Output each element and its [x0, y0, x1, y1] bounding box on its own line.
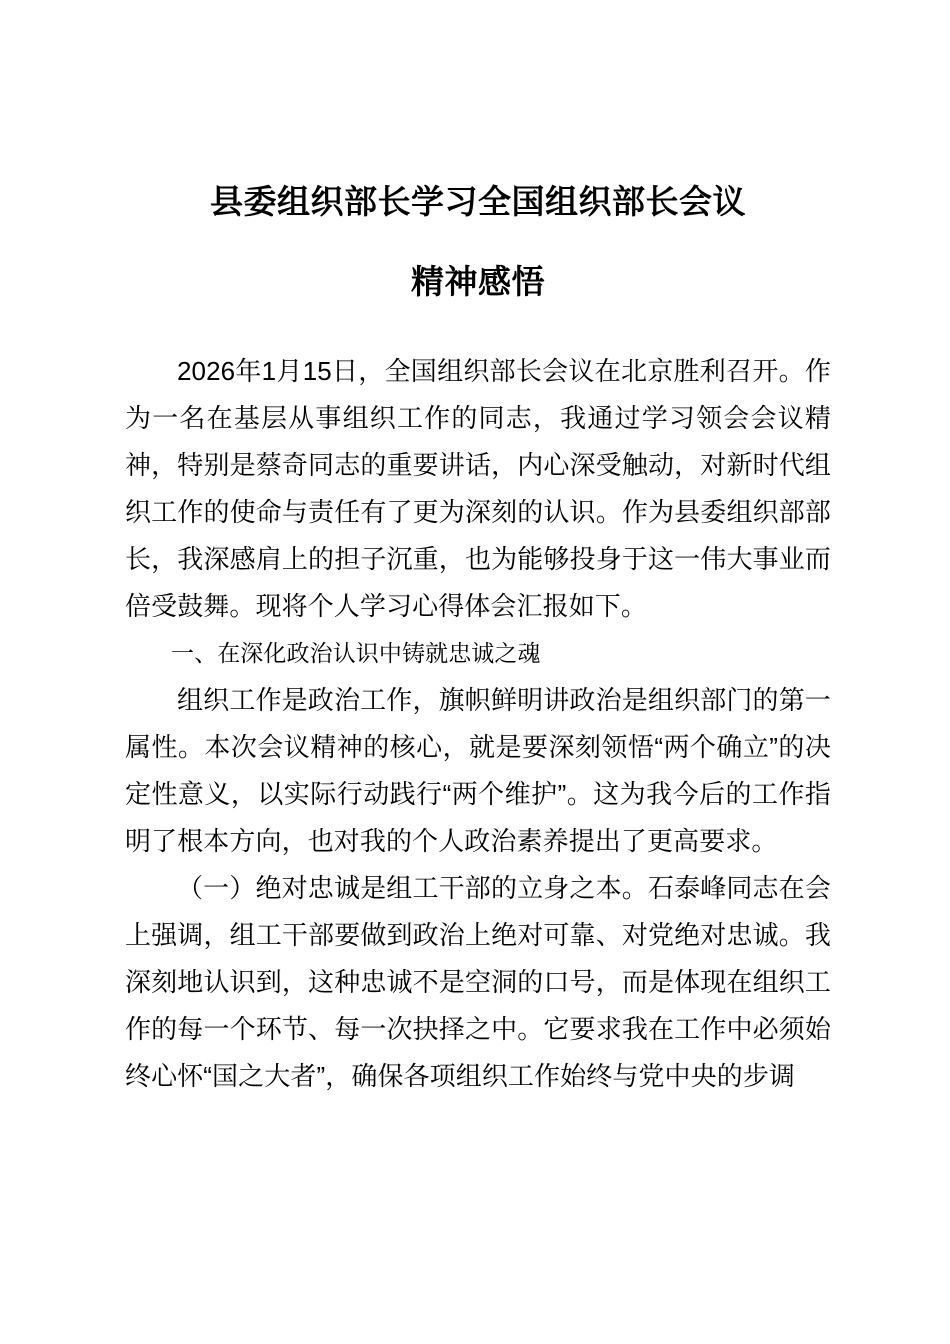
paragraph-section-1-sub-1: （一）绝对忠诚是组工干部的立身之本。石泰峰同志在会上强调，组工干部要做到政治上绝对可靠、对党绝对忠诚。我深刻地认识到，这种忠诚不是空洞的口号，而是体现在组织工作的每一个环节、每一次抉择之中。它要求我在工作中必须始终心怀“国之大者”，确保各项组织工作始终与党中央的步调 — [125, 873, 831, 1091]
paragraph-section-1-intro: 组织工作是政治工作，旗帜鲜明讲政治是组织部门的第一属性。本次会议精神的核心，就是要深刻领悟“两个确立”的决定性意义，以实际行动践行“两个维护”。这为我今后的工作指明了根本方向，也对我的个人政治素养提出了更高要求。 — [125, 685, 831, 856]
paragraph-opening: 2026年1月15日，全国组织部长会议在北京胜利召开。作为一名在基层从事组织工作的同志，我通过学习领会会议精神，特别是蔡奇同志的重要讲话，内心深受触动，对新时代组织工作的使命与责任有了更为深刻的认识。作为县委组织部部长，我深感肩上的担子沉重，也为能够投身于这一伟大事业而倍受鼓舞。现将个人学习心得体会汇报如下。 — [125, 356, 831, 621]
page-title-line-1: 县委组织部长学习全国组织部长会议 — [210, 183, 746, 220]
page-title-line-2: 精神感悟 — [411, 263, 545, 300]
page-title — [125, 0, 831, 311]
document-body — [125, 0, 831, 1100]
section-heading-1: 一、在深化政治认识中铸就忠诚之魂 — [171, 640, 541, 666]
